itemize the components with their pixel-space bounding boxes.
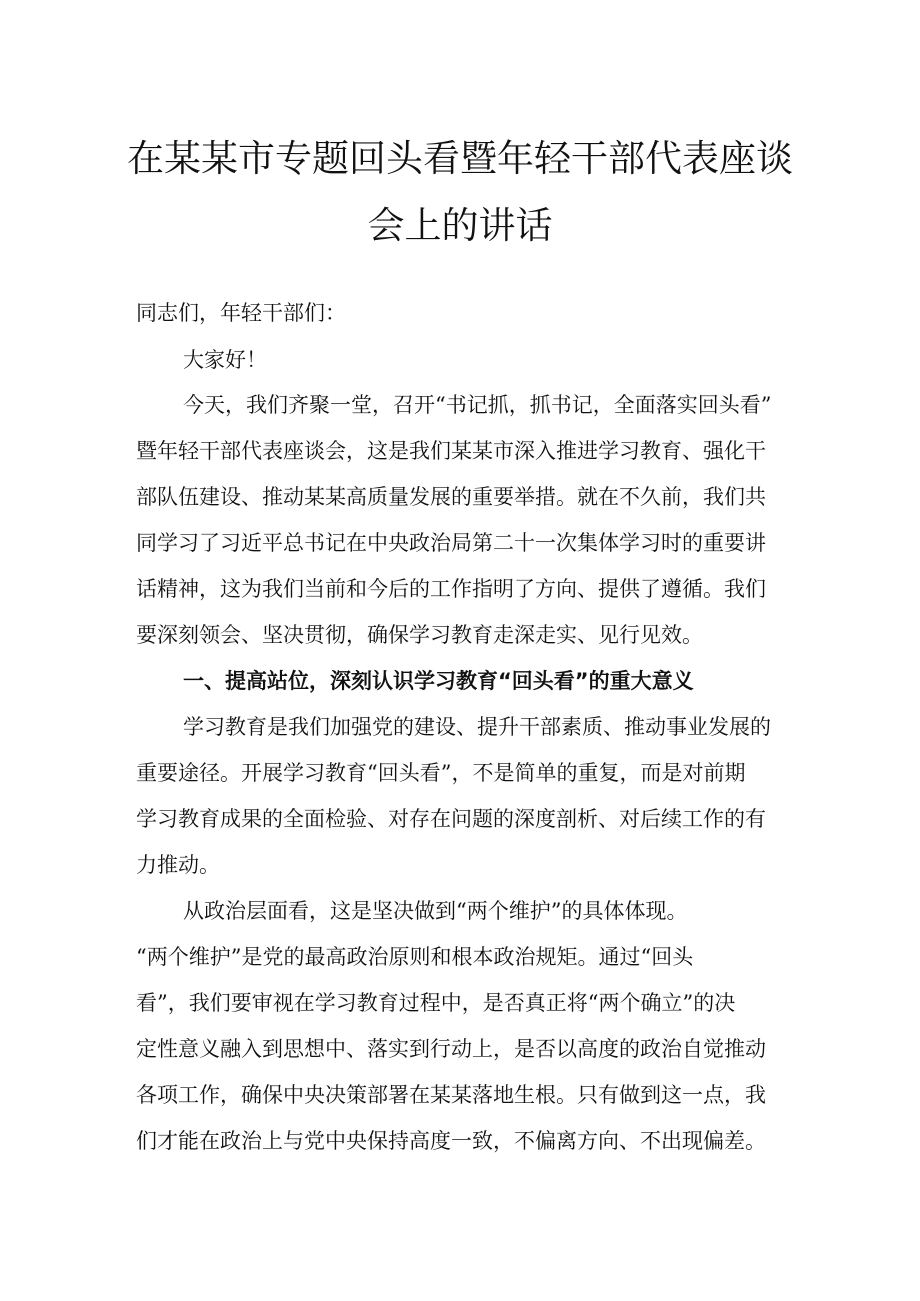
paragraph-line: 从政治层面看，这是坚决做到“两个维护”的具体体现。 — [183, 899, 688, 923]
paragraph-line: 重要途径。开展学习教育“回头看”，不是简单的重复，而是对前期 — [136, 761, 746, 785]
paragraph-line: 学习教育是我们加强党的建设、提升干部素质、推动事业发展的 — [183, 715, 771, 739]
document-title-line-2: 会上的讲话 — [367, 204, 553, 247]
section-heading: 一、提高站位，深刻认识学习教育“回头看”的重大意义 — [183, 669, 694, 693]
paragraph-line: 要深刻领会、坚决贯彻，确保学习教育走深走实、见行见效。 — [136, 623, 703, 647]
paragraph-line: 话精神，这为我们当前和今后的工作指明了方向、提供了遵循。我们 — [136, 577, 766, 601]
paragraph-line: 看”，我们要审视在学习教育过程中，是否真正将“两个确立”的决 — [136, 991, 736, 1015]
greeting: 大家好！ — [183, 348, 267, 372]
paragraph-line: 部队伍建设、推动某某高质量发展的重要举措。就在不久前，我们共 — [136, 485, 766, 509]
paragraph-line: 暨年轻干部代表座谈会，这是我们某某市深入推进学习教育、强化干 — [136, 439, 766, 463]
paragraph-line: 们才能在政治上与党中央保持高度一致，不偏离方向、不出现偏差。 — [136, 1129, 766, 1153]
document-title-line-1: 在某某市专题回头看暨年轻干部代表座谈 — [127, 137, 793, 180]
paragraph-line: 今天，我们齐聚一堂，召开“书记抓，抓书记，全面落实回头看” — [183, 393, 772, 417]
paragraph-line: “两个维护”是党的最高政治原则和根本政治规矩。通过“回头 — [136, 945, 694, 969]
salutation: 同志们，年轻干部们： — [136, 301, 346, 325]
paragraph-line: 同学习了习近平总书记在中央政治局第二十一次集体学习时的重要讲 — [136, 531, 766, 555]
paragraph-line: 定性意义融入到思想中、落实到行动上，是否以高度的政治自觉推动 — [136, 1037, 766, 1061]
paragraph-line: 各项工作，确保中央决策部署在某某落地生根。只有做到这一点，我 — [136, 1083, 766, 1107]
paragraph-line: 力推动。 — [136, 853, 220, 877]
paragraph-line: 学习教育成果的全面检验、对存在问题的深度剖析、对后续工作的有 — [136, 807, 766, 831]
